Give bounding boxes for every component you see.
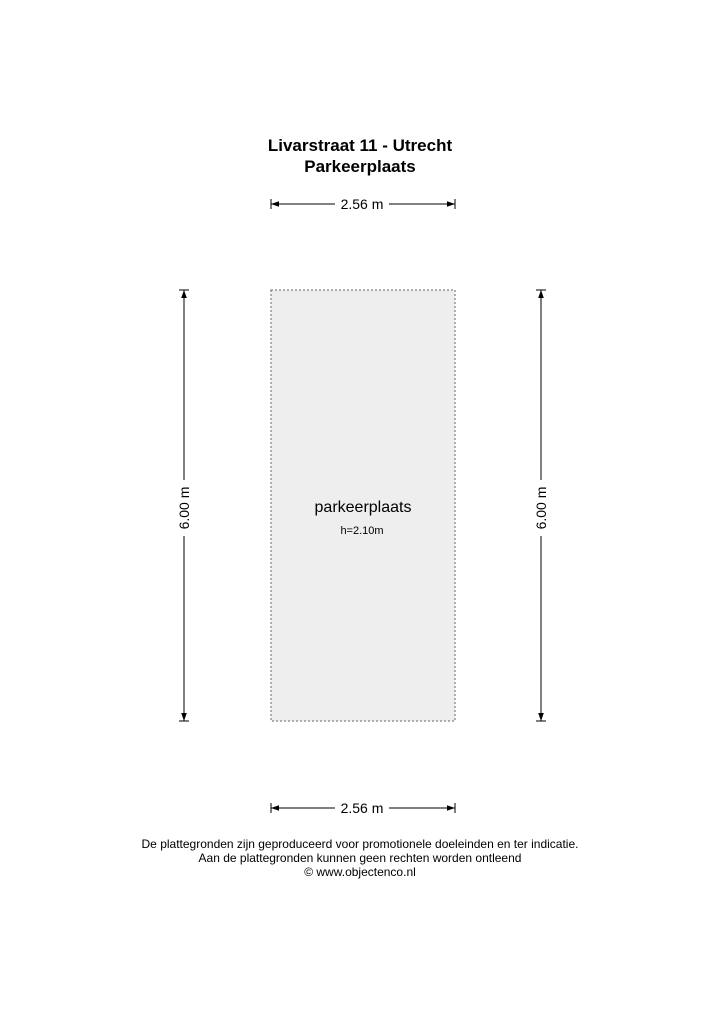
bottom-width-dimension: [271, 800, 455, 816]
right-depth-dimension: [533, 290, 549, 721]
top-width-label: 2.56 m: [340, 196, 384, 212]
disclaimer-line-2: Aan de plattegronden kunnen geen rechten worden ontleend: [198, 851, 522, 865]
left-depth-label: 6.00 m: [176, 486, 192, 530]
copyright-notice: © www.objectenco.nl: [304, 865, 416, 879]
left-depth-dimension: [176, 290, 192, 721]
plan-title-floor: Parkeerplaats: [304, 157, 416, 176]
top-width-dimension: [271, 196, 455, 212]
plan-title-address: Livarstraat 11 - Utrecht: [267, 136, 453, 155]
disclaimer-line-1: De plattegronden zijn geproduceerd voor promotionele doeleinden en ter indicatie.: [141, 837, 579, 851]
room-name-label: parkeerplaats: [314, 499, 412, 516]
right-depth-label: 6.00 m: [533, 486, 549, 530]
room-height-label: h=2.10m: [340, 525, 384, 537]
room-parkeerplaats: [271, 290, 455, 721]
bottom-width-label: 2.56 m: [340, 800, 384, 816]
